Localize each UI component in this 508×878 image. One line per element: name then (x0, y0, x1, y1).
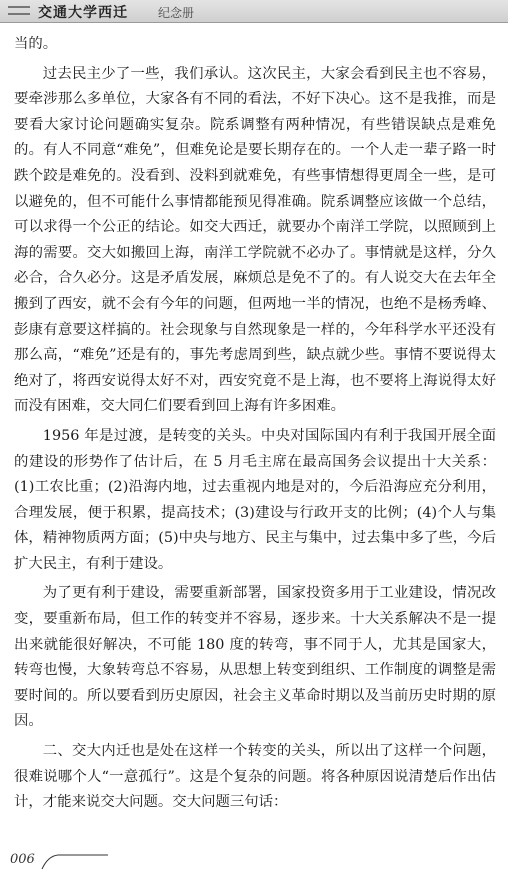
book-subtitle: 纪念册 (158, 6, 195, 20)
book-title: 交通大学西迁 (38, 5, 128, 21)
paragraph: 过去民主少了一些，我们承认。这次民主，大家会看到民主也不容易，要牵涉那么多单位，大家各有不同的看法，不好下决心。这不是我推，而是要看大家讨论问题确实复杂。院系调整有两种情况，有些错误缺点是难免的。有人不同意“难免”，但难免论是要长期存在的。一个人走一辈子路一时跌个跤是难免的。没看到、没料到就难免，有些事情想得更周全一些，是可以避免的，但不可能什么事情都能预见得准确。院系调整应该做一个总结，可以求得一个公正的结论。如交大西迁，就要办个南洋工学院，以照顾到上海的需要。交大如搬回上海，南洋工学院就不必办了。事情就是这样，分久必合，合久必分。这是矛盾发展，麻烦总是免不了的。有人说交大在去年全搬到了西安，就不会有今年的问题，但两地一半的情况，也绝不是杨秀峰、彭康有意要这样搞的。社会现象与自然现象是一样的，今年科学水平还没有那么高，“难免”还是有的，事先考虑周到些，缺点就少些。事情不要说得太绝对了，将西安说得太好不对，西安究竟不是上海，也不要将上海说得太好而没有困难，交大同仁们要看到回上海有许多困难。 (14, 65, 496, 415)
paragraph: 二、交大内迁也是处在这样一个转变的关头，所以出了这样一个问题，很难说哪个人“一意孤行”。这是个复杂的问题。将各种原因说清楚后作出估计，才能来说交大问题。交大问题三句话： (14, 743, 496, 811)
footer-rule-icon (40, 854, 110, 870)
paragraph: 当的。 (14, 36, 58, 52)
page-body (14, 32, 496, 820)
page-number: 006 (10, 852, 35, 867)
header-ornament-icon (8, 6, 30, 15)
page-header (0, 0, 508, 23)
page-footer (10, 852, 120, 872)
paragraph: 1956 年是过渡，是转变的关头。中央对国际国内有利于我国开展全面的建设的形势作了估计后，在 5 月毛主席在最高国务会议提出十大关系：(1)工农比重；(2)沿海内地，过去重视内地是对的，今后沿海应充分利用，合理发展，便于积累，提高技术；(3)建设与行政开支的比例；(4)个人与集体，精神物质两方面；(5)中央与地方、民主与集中，过去集中多了些，今后扩大民主，有利于建设。 (14, 427, 496, 572)
paragraph: 为了更有利于建设，需要重新部署，国家投资多用于工业建设，情况改变，要重新布局，但工作的转变并不容易，逐步来。十大关系解决不是一提出来就能很好解决，不可能 180 度的转弯，事不同于人，尤其是国家大，转弯也慢，大象转弯总不容易，从思想上转变到组织、工作制度的调整是需要时间的。所以要看到历史原因，社会主义革命时期以及当前历史时期的原因。 (14, 585, 496, 730)
